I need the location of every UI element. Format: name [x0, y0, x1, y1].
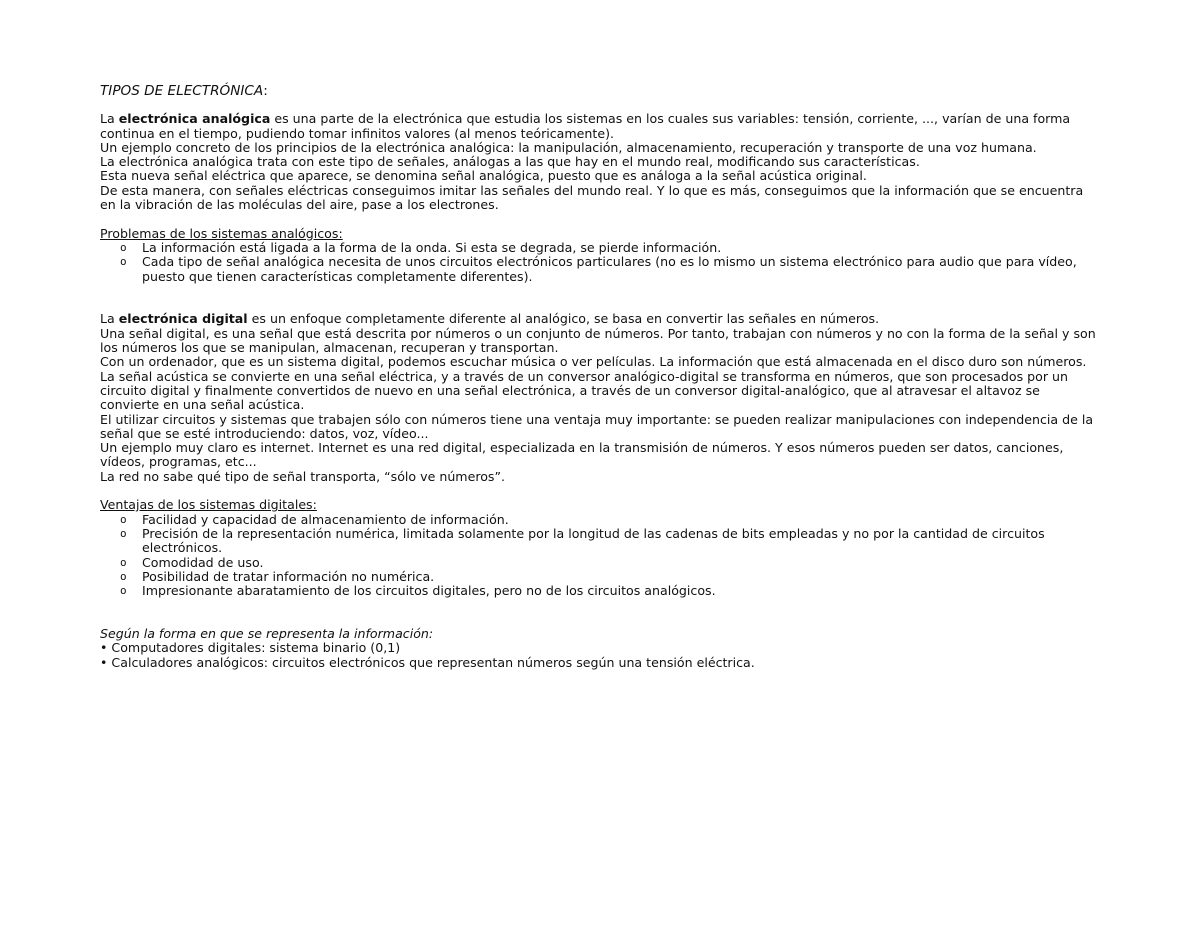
- analog-line: La electrónica analógica trata con este tipo de señales, análogas a las que hay en el mundo real, modificando sus características.: [100, 154, 920, 170]
- digital-line: Una señal digital, es una señal que está descrita por números o un conjunto de números. Por tanto, trabajan con números y no con la forma de la señal y son los números los que se manipulan, almacenan, recuperan y transportan.: [100, 325, 1096, 356]
- circle-bullet-icon: o: [120, 240, 127, 254]
- digital-line: La red no sabe qué tipo de señal transporta, “sólo ve números”.: [100, 468, 506, 484]
- analog-term: electrónica analógica: [118, 111, 271, 127]
- circle-bullet-icon: o: [120, 555, 127, 569]
- advantages-list: [100, 513, 1100, 599]
- digital-line: La señal acústica se convierte en una señal eléctrica, y a través de un conversor analógico-digital se transforma en números, que son procesados por un circuito digital y finalmente convertidos de nuevo en una señal electrónica, a través de un conversor digital-analógico, que al atravesar el altavoz se convierte en una señal acústica.: [100, 368, 1068, 413]
- spacer: [100, 212, 1100, 226]
- analog-line: Un ejemplo concreto de los principios de la electrónica analógica: la manipulación, almacenamiento, recuperación y transporte de una voz humana.: [100, 139, 1037, 155]
- representation-heading: Según la forma en que se representa la información:: [100, 625, 434, 641]
- spacer: [100, 484, 1100, 498]
- digital-line: Con un ordenador, que es un sistema digital, podemos escuchar música o ver películas. La información que está almacenada en el disco duro son números.: [100, 354, 1087, 370]
- spacer: [100, 598, 1100, 627]
- spacer: [100, 284, 1100, 313]
- representation-item: • Calculadores analógicos: circuitos electrónicos que representan números según una tensión eléctrica.: [100, 654, 755, 670]
- circle-bullet-icon: o: [120, 526, 127, 540]
- analog-line: Esta nueva señal eléctrica que aparece, se denomina señal analógica, puesto que es análoga a la señal acústica original.: [100, 168, 867, 184]
- circle-bullet-icon: o: [120, 569, 127, 583]
- problems-list: [100, 241, 1100, 284]
- digital-line: El utilizar circuitos y sistemas que trabajen sólo con números tiene una ventaja muy importante: se pueden realizar manipulaciones con independencia de la señal que se esté introduciendo: datos, voz, vídeo...: [100, 411, 1094, 441]
- circle-bullet-icon: o: [120, 512, 127, 526]
- circle-bullet-icon: o: [120, 255, 127, 269]
- list-item: o Impresionante abaratamiento de los circuitos digitales, pero no de los circuitos analógicos.: [120, 583, 716, 599]
- document-page: [100, 84, 1100, 670]
- list-item: o Comodidad de uso.: [120, 554, 264, 570]
- title-colon: :: [263, 83, 268, 99]
- list-item: o Cada tipo de señal analógica necesita de unos circuitos electrónicos particulares (no es lo mismo un sistema electrónico para audio que para vídeo, puesto que tienen características completamente diferentes).: [120, 254, 1077, 284]
- circle-bullet-icon: o: [120, 584, 127, 598]
- digital-intro: La electrónica digital es un enfoque completamente diferente al analógico, se basa en convertir las señales en números.: [100, 311, 880, 327]
- digital-line: Un ejemplo muy claro es internet. Internet es una red digital, especializada en la transmisión de números. Y esos números pueden ser datos, canciones, vídeos, programas, etc...: [100, 440, 1064, 470]
- list-item: o Posibilidad de tratar información no numérica.: [120, 568, 435, 584]
- page-title: TIPOS DE ELECTRÓNICA:: [100, 83, 268, 99]
- analog-intro: La electrónica analógica es una parte de la electrónica que estudia los sistemas en los cuales sus variables: tensión, corriente, ..., varían de una forma continua en el tiempo, pudiendo tomar infinitos valores (al menos teóricamente).: [100, 111, 1071, 141]
- list-item: o Facilidad y capacidad de almacenamiento de información.: [120, 511, 509, 527]
- representation-item: • Computadores digitales: sistema binario (0,1): [100, 640, 401, 656]
- advantages-heading: Ventajas de los sistemas digitales:: [100, 497, 317, 513]
- digital-term: electrónica digital: [118, 311, 248, 327]
- problems-heading: Problemas de los sistemas analógicos:: [100, 225, 343, 241]
- list-item: o Precisión de la representación numérica, limitada solamente por la longitud de las cadenas de bits empleadas y no por la cantidad de circuitos electrónicos.: [120, 525, 1045, 556]
- list-item: o La información está ligada a la forma de la onda. Si esta se degrada, se pierde información.: [120, 239, 722, 255]
- analog-line: De esta manera, con señales eléctricas conseguimos imitar las señales del mundo real. Y lo que es más, conseguimos que la información que se encuentra en la vibración de las moléculas del aire, pase a los electrones.: [100, 182, 1084, 213]
